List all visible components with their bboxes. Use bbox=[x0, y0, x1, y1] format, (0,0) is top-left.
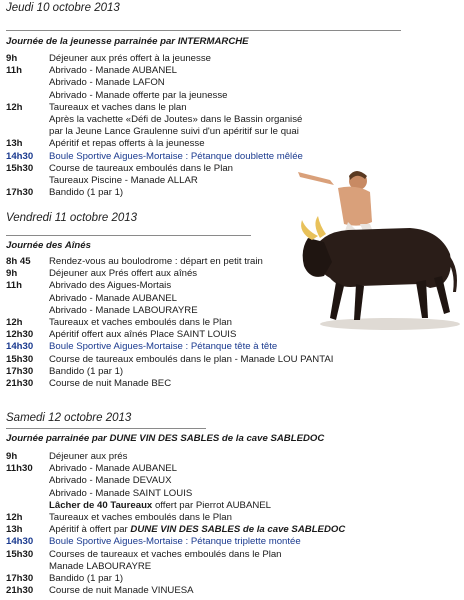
event-description bbox=[49, 293, 177, 305]
event-time: 8h 45 bbox=[6, 256, 31, 267]
event-description bbox=[49, 488, 192, 500]
event-description bbox=[49, 65, 177, 77]
event-description bbox=[49, 256, 263, 268]
event-description bbox=[49, 451, 127, 463]
event-description bbox=[49, 329, 236, 341]
event-description-main: Apéritif à offert par bbox=[49, 524, 131, 536]
event-description bbox=[49, 114, 302, 126]
day-title-friday: Vendredi 11 octobre 2013 bbox=[6, 212, 138, 224]
event-description bbox=[49, 500, 271, 512]
event-time: 17h30 bbox=[6, 187, 34, 199]
event-description-main: Boule Sportive Aigues-Mortaise : Pétanque tête à tête bbox=[49, 341, 278, 353]
event-description-main: Course de taureaux emboulés dans le plan - Manade LOU PANTAI bbox=[49, 353, 334, 365]
event-description bbox=[49, 151, 303, 163]
event-description bbox=[49, 187, 123, 199]
event-time: 9h bbox=[6, 451, 18, 462]
event-description-main: Taureaux et vaches dans le plan bbox=[49, 101, 187, 113]
day-subtitle-friday: Journée des Aînés bbox=[6, 240, 91, 251]
bull-and-raseteur-illustration bbox=[290, 158, 464, 333]
event-description-main: Après la vachette «Défi de Joutes» dans le Bassin organisé bbox=[49, 113, 303, 125]
event-description-main: Taureaux Piscine - Manade ALLAR bbox=[49, 174, 198, 186]
event-time: 11h30 bbox=[6, 463, 33, 475]
event-time: 13h bbox=[6, 138, 23, 150]
event-description-main: Abrivado des Aigues-Mortais bbox=[49, 280, 172, 292]
day-divider bbox=[6, 428, 206, 429]
event-description bbox=[49, 268, 197, 280]
event-description bbox=[49, 585, 194, 597]
event-time: 12h bbox=[6, 316, 23, 328]
event-description-main: Course de nuit Manade VINUESA bbox=[49, 585, 194, 597]
event-time: 11h bbox=[6, 280, 23, 292]
event-description-main: Abrivado - Manade DEVAUX bbox=[49, 475, 172, 487]
event-time: 14h30 bbox=[6, 150, 34, 162]
event-time: 12h30 bbox=[6, 329, 34, 341]
event-description bbox=[49, 463, 177, 475]
event-description bbox=[49, 378, 171, 390]
event-time: 15h30 bbox=[6, 162, 34, 174]
event-time: 9h bbox=[6, 268, 18, 280]
day-title-thursday: Jeudi 10 octobre 2013 bbox=[6, 2, 120, 14]
event-time: 17h30 bbox=[6, 572, 34, 584]
event-description bbox=[49, 366, 123, 378]
event-description-tail: DUNE VIN DES SABLES de la cave SABLEDOC bbox=[130, 524, 346, 536]
event-description bbox=[49, 317, 232, 329]
event-description bbox=[49, 549, 282, 561]
event-description-main: Manade LABOURAYRE bbox=[49, 560, 152, 572]
event-description-tail: offert par Pierrot AUBANEL bbox=[152, 499, 272, 511]
event-description-main: Course de nuit Manade BEC bbox=[49, 377, 172, 389]
event-description bbox=[49, 138, 205, 150]
event-description-main: Courses de taureaux et vaches emboulés dans le Plan bbox=[49, 548, 282, 560]
event-time: 21h30 bbox=[6, 585, 34, 597]
day-subtitle-thursday: Journée de la jeunesse parrainée par INTERMARCHE bbox=[6, 36, 249, 47]
event-description-main: Lâcher de 40 Taureaux bbox=[49, 499, 153, 511]
bull-icon bbox=[290, 158, 464, 333]
event-description-main: Abrivado - Manade LAFON bbox=[49, 77, 165, 89]
event-description bbox=[49, 536, 301, 548]
event-time: 12h bbox=[6, 511, 23, 523]
event-description-main: Course de taureaux emboulés dans le Plan bbox=[49, 162, 233, 174]
event-description bbox=[49, 341, 277, 353]
event-description bbox=[49, 102, 187, 114]
event-description-main: par la Jeune Lance Graulenne suivi d'un apéritif sur le quai bbox=[49, 126, 299, 138]
day-subtitle-saturday: Journée parrainée par DUNE VIN DES SABLES de la cave SABLEDOC bbox=[6, 433, 325, 444]
event-description-main: Abrivado - Manade SAINT LOUIS bbox=[49, 487, 193, 499]
event-description-main: Déjeuner aux Prés offert aux aînés bbox=[49, 268, 198, 280]
event-time: 15h30 bbox=[6, 548, 34, 560]
event-time: 14h30 bbox=[6, 341, 34, 353]
event-description-main: Boule Sportive Aigues-Mortaise : Pétanque triplette montée bbox=[49, 536, 301, 548]
event-description-main: Rendez-vous au boulodrome : départ en petit train bbox=[49, 256, 263, 267]
day-divider bbox=[6, 30, 401, 31]
event-description bbox=[49, 280, 171, 292]
event-description bbox=[49, 90, 227, 102]
event-description-main: Déjeuner aux prés offert à la jeunesse bbox=[49, 53, 211, 64]
event-description bbox=[49, 126, 299, 138]
event-description-main: Abrivado - Manade LABOURAYRE bbox=[49, 304, 198, 316]
event-time: 12h bbox=[6, 101, 23, 113]
event-description bbox=[49, 163, 233, 175]
event-description bbox=[49, 53, 211, 65]
event-time: 9h bbox=[6, 53, 18, 64]
event-time: 11h bbox=[6, 65, 23, 77]
event-time: 21h30 bbox=[6, 377, 34, 389]
event-description-main: Abrivado - Manade offerte par la jeunesse bbox=[49, 89, 228, 101]
event-time: 13h bbox=[6, 524, 23, 536]
event-description bbox=[49, 573, 123, 585]
event-description bbox=[49, 305, 198, 317]
event-time: 17h30 bbox=[6, 365, 34, 377]
event-description-main: Bandido (1 par 1) bbox=[49, 572, 124, 584]
event-description-main: Bandido (1 par 1) bbox=[49, 365, 124, 377]
event-description bbox=[49, 354, 333, 366]
day-title-saturday: Samedi 12 octobre 2013 bbox=[6, 412, 132, 424]
event-description bbox=[49, 175, 198, 187]
event-description-main: Apéritif offert aux aînés Place SAINT LOUIS bbox=[49, 329, 237, 341]
event-description-main: Taureaux et vaches emboulés dans le Plan bbox=[49, 316, 232, 328]
event-description bbox=[49, 524, 345, 536]
event-description-main: Bandido (1 par 1) bbox=[49, 187, 124, 199]
event-description bbox=[49, 561, 151, 573]
event-description bbox=[49, 77, 165, 89]
event-description-main: Déjeuner aux prés bbox=[49, 451, 128, 462]
event-time: 15h30 bbox=[6, 353, 34, 365]
event-description-main: Taureaux et vaches emboulés dans le Plan bbox=[49, 511, 232, 523]
event-description bbox=[49, 475, 171, 487]
event-description bbox=[49, 512, 232, 524]
event-description-main: Boule Sportive Aigues-Mortaise : Pétanque doublette mêlée bbox=[49, 150, 303, 162]
event-time: 14h30 bbox=[6, 536, 34, 548]
event-description-main: Abrivado - Manade AUBANEL bbox=[49, 292, 177, 304]
event-description-main: Abrivado - Manade AUBANEL bbox=[49, 65, 177, 77]
event-description-main: Apéritif et repas offerts à la jeunesse bbox=[49, 138, 205, 150]
event-description-main: Abrivado - Manade AUBANEL bbox=[49, 463, 177, 475]
day-divider bbox=[6, 235, 251, 236]
